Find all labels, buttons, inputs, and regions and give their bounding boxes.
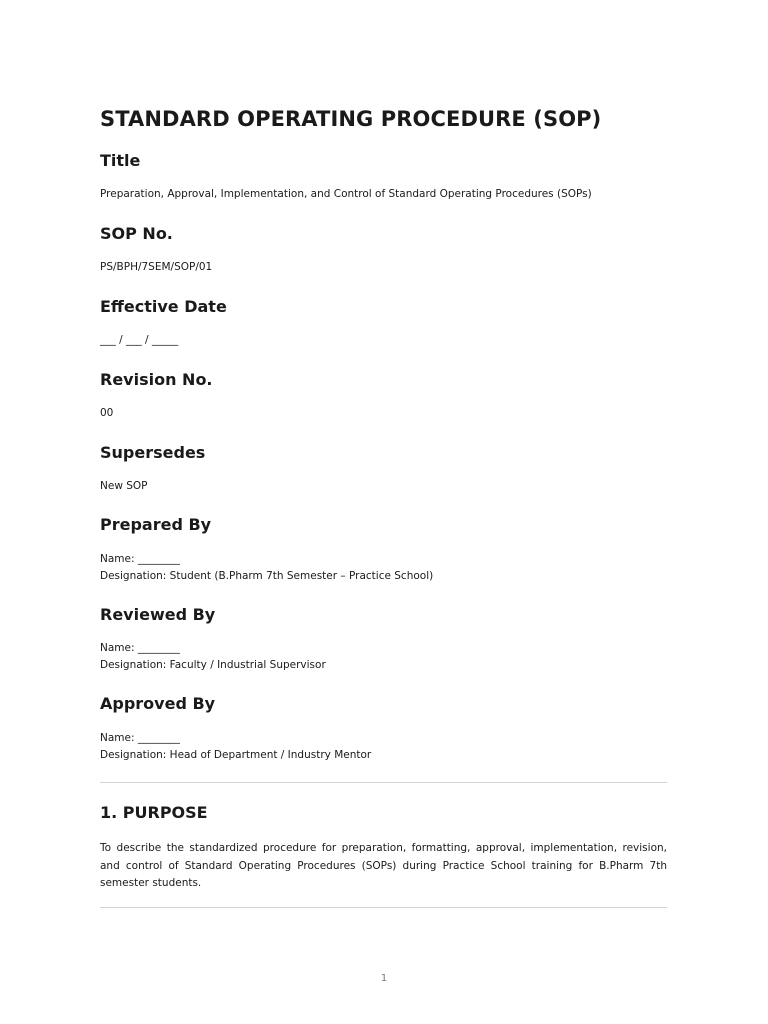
field-heading: Supersedes [100, 443, 206, 462]
field-value-designation: Designation: Faculty / Industrial Supervisor [100, 658, 326, 671]
field-heading: Reviewed By [100, 605, 216, 624]
field-heading: Prepared By [100, 515, 212, 534]
field-heading: Effective Date [100, 297, 227, 316]
purpose-heading: 1. PURPOSE [100, 803, 208, 822]
field-value-name: Name: ________ [100, 553, 180, 565]
field-heading: Approved By [100, 694, 216, 713]
field-reviewed-by [100, 605, 667, 673]
field-value: Preparation, Approval, Implementation, and Control of Standard Operating Procedures (SOPs) [100, 188, 592, 200]
field-value-designation: Designation: Head of Department / Industry Mentor [100, 748, 372, 761]
page-number: 1 [380, 973, 388, 984]
field-value: PS/BPH/7SEM/SOP/01 [100, 261, 213, 273]
field-prepared-by [100, 515, 667, 584]
field-supersedes [100, 443, 667, 495]
document-title: STANDARD OPERATING PROCEDURE (SOP) [100, 107, 602, 131]
field-approved-by [100, 694, 667, 763]
field-value: ___ / ___ / _____ [100, 334, 179, 346]
document-page [100, 100, 667, 889]
field-value: 00 [100, 407, 114, 419]
field-title [100, 151, 667, 203]
purpose-body: To describe the standardized procedure for preparation, formatting, approval, implementation, revision, and control of Standard Operating Procedures (SOPs) during Practice School training for B.Pharm 7th semester students. [100, 842, 667, 889]
field-heading: SOP No. [100, 224, 173, 243]
field-value-name: Name: ________ [100, 642, 180, 654]
field-heading: Revision No. [100, 370, 213, 389]
field-value: New SOP [100, 480, 148, 492]
section-divider [100, 782, 667, 783]
field-heading: Title [100, 151, 141, 170]
field-sop-no [100, 224, 667, 276]
field-value-designation: Designation: Student (B.Pharm 7th Semester – Practice School) [100, 569, 434, 582]
field-value-name: Name: ________ [100, 732, 180, 744]
field-revision-no [100, 370, 667, 422]
purpose-section [100, 803, 667, 893]
field-effective-date [100, 297, 667, 349]
section-divider [100, 907, 667, 908]
